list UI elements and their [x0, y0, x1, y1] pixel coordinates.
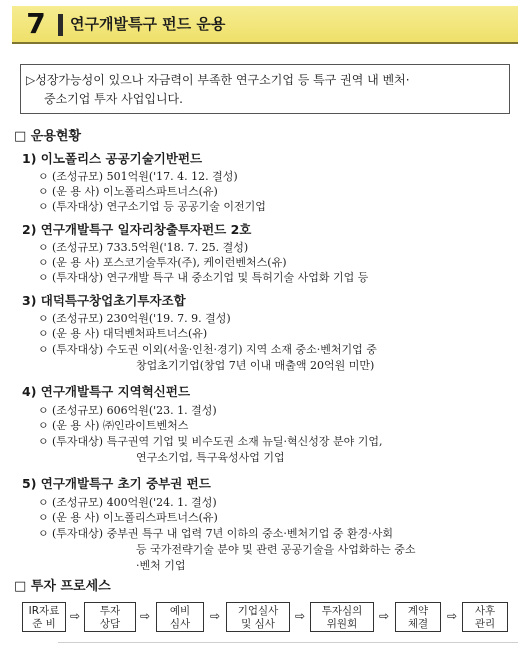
process-step-prelim-review: 예비 심사 — [156, 602, 204, 632]
section-title: 연구개발특구 펀드 운용 — [70, 15, 226, 33]
fund-2-item-2: ㅇ (운 용 사) 포스코기술투자(주), 케이런벤처스(유) — [38, 256, 287, 269]
arrow-right-icon: ⇨ — [69, 609, 81, 623]
fund-5-item-2: ㅇ (운 용 사) 이노폴리스파트너스(유) — [38, 511, 218, 524]
arrow-right-icon: ⇨ — [446, 609, 458, 623]
process-step-ir-prep: IR자료 준 비 — [22, 602, 66, 632]
fund-5-item-3-continuation-2: ·벤처 기업 — [136, 559, 186, 572]
process-step-due-diligence: 기업실사 및 심사 — [226, 602, 290, 632]
fund-title-4: 4) 연구개발특구 지역혁신펀드 — [22, 384, 191, 399]
fund-title-5: 5) 연구개발특구 초기 중부권 펀드 — [22, 476, 211, 491]
fund-title-3: 3) 대덕특구창업초기투자조합 — [22, 293, 186, 308]
fund-title-2: 2) 연구개발특구 일자리창출투자펀드 2호 — [22, 222, 252, 237]
bottom-divider — [58, 642, 518, 643]
fund-5-item-3: ㅇ (투자대상) 중부권 특구 내 업력 7년 이하의 중소·벤처기업 중 환경·사회 — [38, 527, 393, 540]
fund-1-item-1: ㅇ (조성규모) 501억원('17. 4. 12. 결성) — [38, 170, 238, 183]
fund-1-item-2: ㅇ (운 용 사) 이노폴리스파트너스(유) — [38, 185, 218, 198]
fund-5-item-1: ㅇ (조성규모) 400억원('24. 1. 결성) — [38, 496, 217, 509]
fund-3-item-1: ㅇ (조성규모) 230억원('19. 7. 9. 결성) — [38, 312, 231, 325]
section-divider-bar — [58, 14, 63, 36]
status-heading: □ 운용현황 — [14, 129, 82, 144]
section-number: 7 — [26, 7, 46, 40]
summary-box — [20, 64, 510, 114]
fund-2-item-3: ㅇ (투자대상) 연구개발 특구 내 중소기업 및 특허기술 사업화 기업 등 — [38, 271, 369, 284]
process-step-committee: 투자심의 위원회 — [310, 602, 374, 632]
process-step-post-management: 사후 관리 — [462, 602, 508, 632]
arrow-right-icon: ⇨ — [209, 609, 221, 623]
summary-line-2: 중소기업 투자 사업입니다. — [44, 92, 183, 106]
summary-line-1: ▷성장가능성이 있으나 자금력이 부족한 연구소기업 등 특구 권역 내 벤처· — [26, 73, 410, 87]
process-step-consult: 투자 상담 — [84, 602, 136, 632]
process-heading: □ 투자 프로세스 — [14, 579, 111, 594]
section-header — [12, 6, 518, 44]
fund-title-1: 1) 이노폴리스 공공기술기반펀드 — [22, 151, 203, 166]
fund-3-item-3-continuation: 창업초기기업(창업 7년 이내 매출액 20억원 미만) — [136, 359, 375, 372]
fund-3-item-2: ㅇ (운 용 사) 대덕벤처파트너스(유) — [38, 327, 208, 340]
fund-5-item-3-continuation-1: 등 국가전략기술 분야 및 관련 공공기술을 사업화하는 중소 — [136, 543, 416, 556]
arrow-right-icon: ⇨ — [378, 609, 390, 623]
summary-text — [26, 71, 504, 109]
fund-4-item-1: ㅇ (조성규모) 606억원('23. 1. 결성) — [38, 404, 217, 417]
fund-4-item-3-continuation: 연구소기업, 특구육성사업 기업 — [136, 451, 285, 464]
fund-2-item-1: ㅇ (조성규모) 733.5억원('18. 7. 25. 결성) — [38, 241, 249, 254]
process-step-contract: 계약 체결 — [395, 602, 441, 632]
fund-1-item-3: ㅇ (투자대상) 연구소기업 등 공공기술 이전기업 — [38, 200, 266, 213]
arrow-right-icon: ⇨ — [294, 609, 306, 623]
fund-4-item-2: ㅇ (운 용 사) ㈜인라이트벤처스 — [38, 419, 189, 432]
arrow-right-icon: ⇨ — [139, 609, 151, 623]
fund-4-item-3: ㅇ (투자대상) 특구권역 기업 및 비수도권 소재 뉴딜·혁신성장 분야 기업, — [38, 435, 383, 448]
fund-3-item-3: ㅇ (투자대상) 수도권 이외(서울·인천·경기) 지역 소재 중소·벤처기업 중 — [38, 343, 377, 356]
